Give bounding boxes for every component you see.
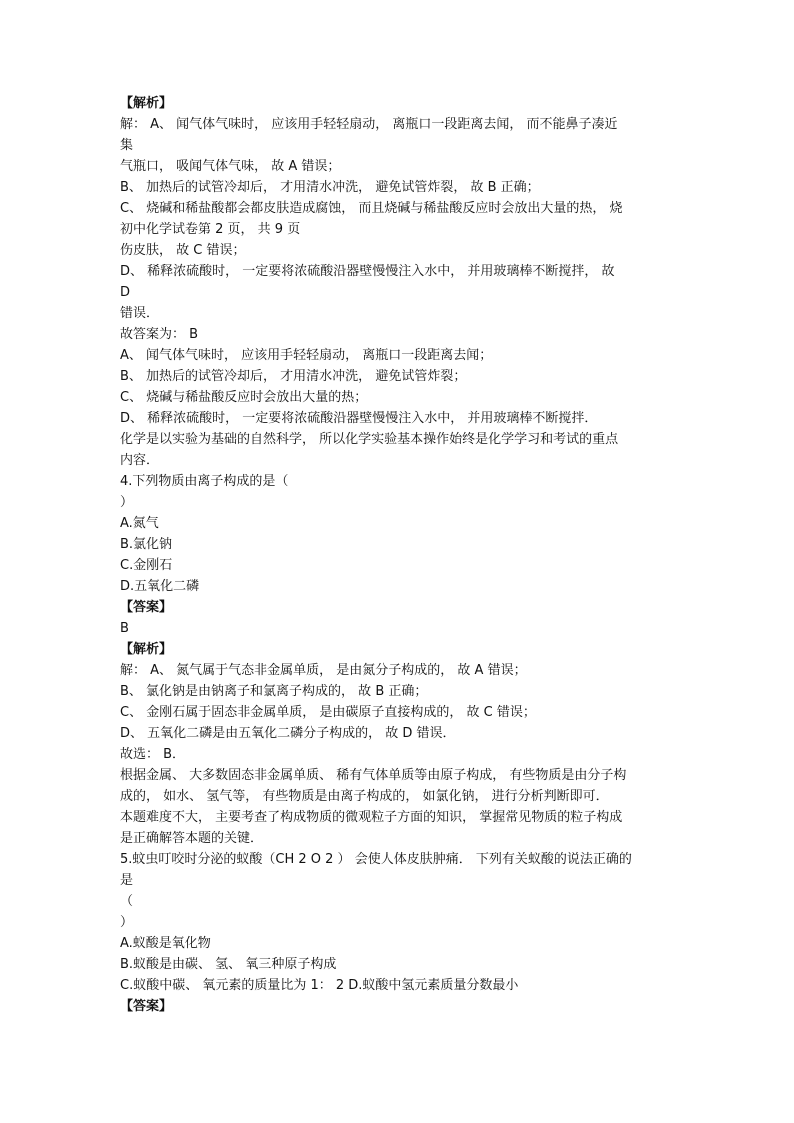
text-line: B、 加热后的试管冷却后， 才用清水冲洗， 避免试管炸裂， 故 B 正确； — [120, 180, 540, 195]
text-line: B、 氯化钠是由钠离子和氯离子构成的， 故 B 正确； — [120, 684, 428, 699]
text-line: 化学是以实验为基础的自然科学， 所以化学实验基本操作始终是化学学习和考试的重点 — [120, 432, 619, 447]
text-line: A.氮气 — [120, 516, 159, 531]
text-line: D.五氧化二磷 — [120, 579, 200, 594]
document-body — [120, 93, 680, 1017]
text-line: B.氯化钠 — [120, 537, 173, 552]
text-line: D、 稀释浓硫酸时， 一定要将浓硫酸沿器壁慢慢注入水中， 并用玻璃棒不断搅拌， 故 — [120, 264, 615, 279]
text-line: 5.蚊虫叮咬时分泌的蚁酸（CH 2 O 2 ） 会使人体皮肤肿痛． 下列有关蚁酸的说法正确的 — [120, 852, 632, 867]
text-line: B、 加热后的试管冷却后， 才用清水冲洗， 避免试管炸裂； — [120, 369, 467, 384]
text-line: 故选： B． — [120, 747, 186, 762]
text-line: 错误． — [120, 306, 160, 321]
section-heading: 【解析】 — [120, 642, 173, 657]
text-line: 解： A、 氮气属于气态非金属单质， 是由氮分子构成的， 故 A 错误； — [120, 663, 527, 678]
text-line: A.蚁酸是氧化物 — [120, 936, 211, 951]
text-line: A、 闻气体气味时， 应该用手轻轻扇动， 离瓶口一段距离去闻； — [120, 348, 493, 363]
text-line: （ — [120, 894, 134, 909]
text-line: D、 五氧化二磷是由五氧化二磷分子构成的， 故 D 错误． — [120, 726, 456, 741]
text-line: ） — [120, 495, 134, 510]
text-line: 集 — [120, 138, 134, 153]
text-line: 成的， 如水、 氢气等， 有些物质是由离子构成的， 如氯化钠， 进行分析判断即可． — [120, 789, 609, 804]
text-line: 4.下列物质由离子构成的是（ — [120, 474, 289, 489]
text-line: 解： A、 闻气体气味时， 应该用手轻轻扇动， 离瓶口一段距离去闻， 而不能鼻子凑近 — [120, 117, 618, 132]
section-heading: 【解析】 — [120, 96, 173, 111]
text-line: D、 稀释浓硫酸时， 一定要将浓硫酸沿器壁慢慢注入水中， 并用玻璃棒不断搅拌． — [120, 411, 598, 426]
text-line: 本题难度不大， 主要考查了构成物质的微观粒子方面的知识， 掌握常见物质的粒子构成 — [120, 810, 623, 825]
text-line: 初中化学试卷第 2 页， 共 9 页 — [120, 222, 301, 237]
text-line: C、 金刚石属于固态非金属单质， 是由碳原子直接构成的， 故 C 错误； — [120, 705, 536, 720]
section-heading: 【答案】 — [120, 600, 173, 615]
text-line: C、 烧碱与稀盐酸反应时会放出大量的热； — [120, 390, 368, 405]
text-line: B — [120, 621, 129, 636]
text-line: 是 — [120, 873, 134, 888]
text-line: 伤皮肤， 故 C 错误； — [120, 243, 246, 258]
text-line: D — [120, 285, 131, 300]
text-line: 故答案为： B — [120, 327, 199, 342]
text-line: 气瓶口， 吸闻气体气味， 故 A 错误； — [120, 159, 341, 174]
text-line: 内容． — [120, 453, 160, 468]
text-line: C.金刚石 — [120, 558, 173, 573]
text-line: B.蚁酸是由碳、 氢、 氧三种原子构成 — [120, 957, 337, 972]
text-line: C.蚁酸中碳、 氧元素的质量比为 1： 2 D.蚁酸中氢元素质量分数最小 — [120, 978, 519, 993]
text-line: ） — [120, 915, 134, 930]
text-line: 根据金属、 大多数固态非金属单质、 稀有气体单质等由原子构成， 有些物质是由分子构 — [120, 768, 627, 783]
text-line: 是正确解答本题的关键． — [120, 831, 264, 846]
section-heading: 【答案】 — [120, 999, 173, 1014]
text-line: C、 烧碱和稀盐酸都会都皮肤造成腐蚀， 而且烧碱与稀盐酸反应时会放出大量的热， 烧 — [120, 201, 623, 216]
